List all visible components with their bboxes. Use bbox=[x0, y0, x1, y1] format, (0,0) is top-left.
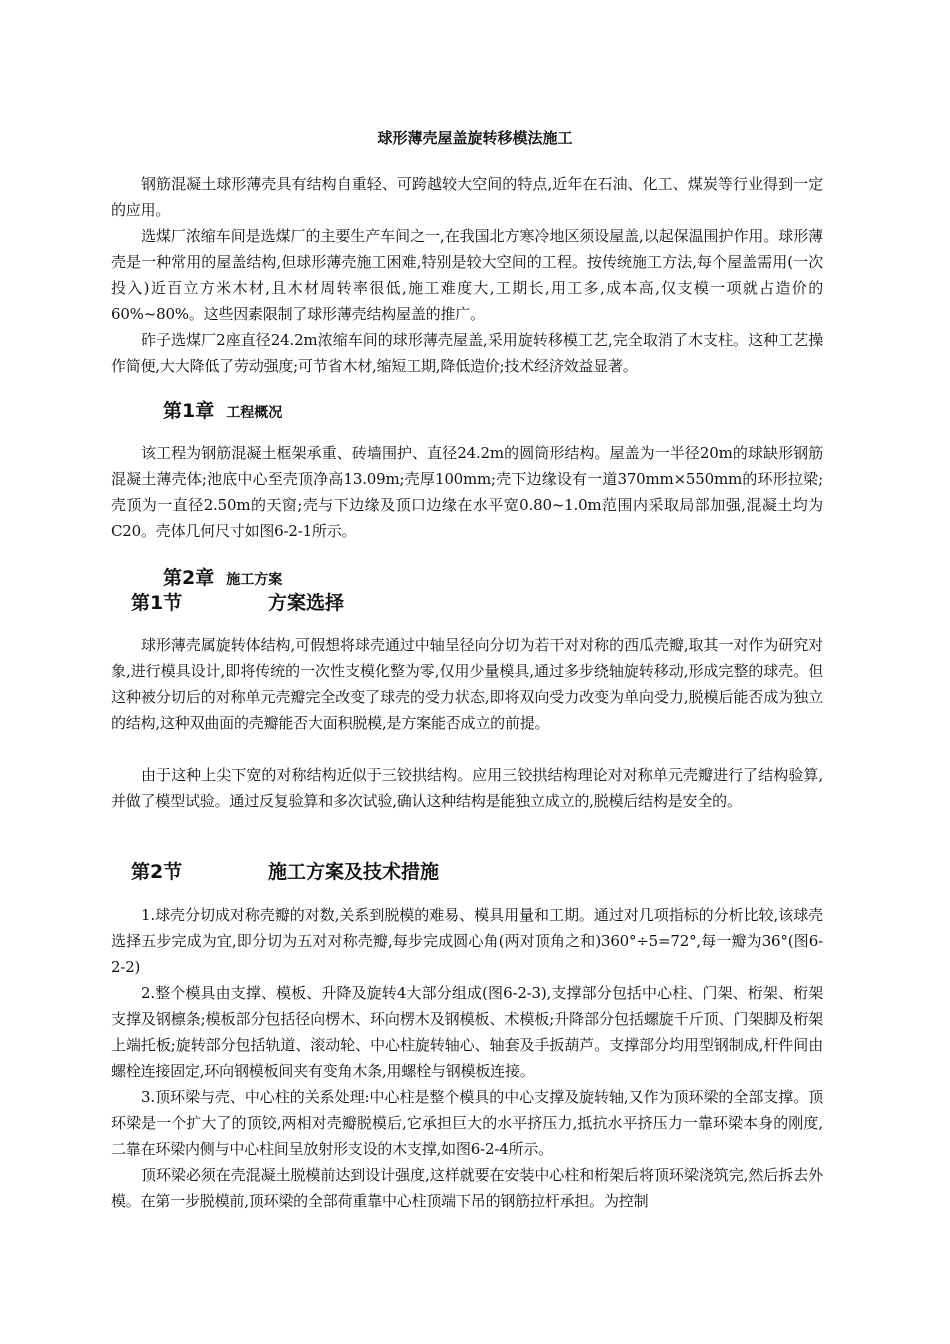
section-2-paragraph-4: 顶环梁必须在壳混凝土脱模前达到设计强度,这样就要在安装中心柱和桁架后将顶环梁浇筑完,然后拆去外模。在第一步脱模前,顶环梁的全部荷重靠中心柱顶端下吊的钢筋拉杆承担。为控制 bbox=[111, 1166, 823, 1210]
section-1-paragraph-2: 由于这种上尖下宽的对称结构近似于三铰拱结构。应用三铰拱结构理论对对称单元壳瓣进行了结构验算,并做了模型试验。通过反复验算和多次试验,确认这种结构是能独立成立的,脱模后结构是安全的。 bbox=[111, 766, 823, 810]
section-1-paragraph-1: 球形薄壳属旋转体结构,可假想将球壳通过中轴呈径向分切为若干对对称的西瓜壳瓣,取其一对作为研究对象,进行模具设计,即将传统的一次性支模化整为零,仅用少量模具,通过多步绕轴旋转移动,形成完整的球壳。但这种被分切后的对称单元壳瓣完全改变了球壳的受力状态,即将双向受力改变为单向受力,脱模后能否成为独立的结构,这种双曲面的壳瓣能否大面积脱模,是方案能否成立的前提。 bbox=[111, 636, 823, 732]
document-title: 球形薄壳屋盖旋转移模法施工 bbox=[377, 129, 573, 147]
section-2-name: 施工方案及技术措施 bbox=[268, 861, 440, 883]
chapter-2-name: 施工方案 bbox=[226, 572, 283, 588]
chapter-1-paragraph-1: 该工程为钢筋混凝土框架承重、砖墙围护、直径24.2m的圆筒形结构。屋盖为一半径20m的球缺形钢筋混凝土薄壳体;池底中心至壳顶净高13.09m;壳厚100mm;壳下边缘设有一道370mm×550mm的环形拉梁;壳顶为一直径2.50m的天窗;壳与下边缘及顶口边缘在水平宽0.80~1.0m范围内采取局部加强,混凝土均为C20。壳体几何尺寸如图6-2-1所示。 bbox=[111, 444, 823, 540]
chapter-1-number: 第1章 bbox=[163, 400, 215, 422]
section-2-heading bbox=[131, 857, 440, 884]
chapter-2-number: 第2章 bbox=[163, 567, 215, 589]
chapter-1-name: 工程概况 bbox=[226, 405, 283, 421]
intro-paragraph-2: 选煤厂浓缩车间是选煤厂的主要生产车间之一,在我国北方寒冷地区须设屋盖,以起保温围护作用。球形薄壳是一种常用的屋盖结构,但球形薄壳施工困难,特别是较大空间的工程。按传统施工方法,每个屋盖需用(一次投入)近百立方米木材,且木材周转率很低,施工难度大,工期长,用工多,成本高,仅支模一项就占造价的60%~80%。这些因素限制了球形薄壳结构屋盖的推广。 bbox=[111, 227, 823, 323]
section-2-number: 第2节 bbox=[131, 861, 183, 883]
chapter-2-heading bbox=[163, 563, 282, 590]
section-1-number: 第1节 bbox=[131, 592, 183, 614]
intro-paragraph-3: 砟子选煤厂2座直径24.2m浓缩车间的球形薄壳屋盖,采用旋转移模工艺,完全取消了木支柱。这种工艺操作简便,大大降低了劳动强度;可节省木材,缩短工期,降低造价;技术经济效益显著。 bbox=[111, 331, 823, 375]
section-2-paragraph-3: 3.顶环梁与壳、中心柱的关系处理:中心柱是整个模具的中心支撑及旋转轴,又作为顶环梁的全部支撑。顶环梁是一个扩大了的顶铰,两相对壳瓣脱模后,它承担巨大的水平挤压力,抵抗水平挤压力一靠环梁本身的刚度,二靠在环梁内侧与中心柱间呈放射形支设的木支撑,如图6-2-4所示。 bbox=[111, 1088, 823, 1158]
intro-paragraph-1: 钢筋混凝土球形薄壳具有结构自重轻、可跨越较大空间的特点,近年在石油、化工、煤炭等行业得到一定的应用。 bbox=[111, 175, 823, 219]
section-1-name: 方案选择 bbox=[268, 592, 345, 614]
section-1-heading bbox=[131, 588, 345, 615]
section-2-paragraph-2: 2.整个模具由支撑、模板、升降及旋转4大部分组成(图6-2-3),支撑部分包括中心柱、门架、桁架、桁架支撑及钢檩条;模板部分包括径向楞木、环向楞木及钢模板、术模板;升降部分包括螺旋千斤顶、门架脚及桁架上端托板;旋转部分包括轨道、滚动轮、中心柱旋转轴心、轴套及手扳葫芦。支撑部分均用型钢制成,杆件间由螺栓连接固定,环向钢模板间夹有变角木条,用螺栓与钢模板连接。 bbox=[111, 984, 823, 1080]
section-2-paragraph-1: 1.球壳分切成对称壳瓣的对数,关系到脱模的难易、模具用量和工期。通过对几项指标的分析比较,该球壳选择五步完成为宜,即分切为五对对称壳瓣,每步完成圆心角(两对顶角之和)360°÷5=72°,每一瓣为36°(图6-2-2) bbox=[111, 906, 823, 976]
chapter-1-heading bbox=[163, 396, 282, 423]
